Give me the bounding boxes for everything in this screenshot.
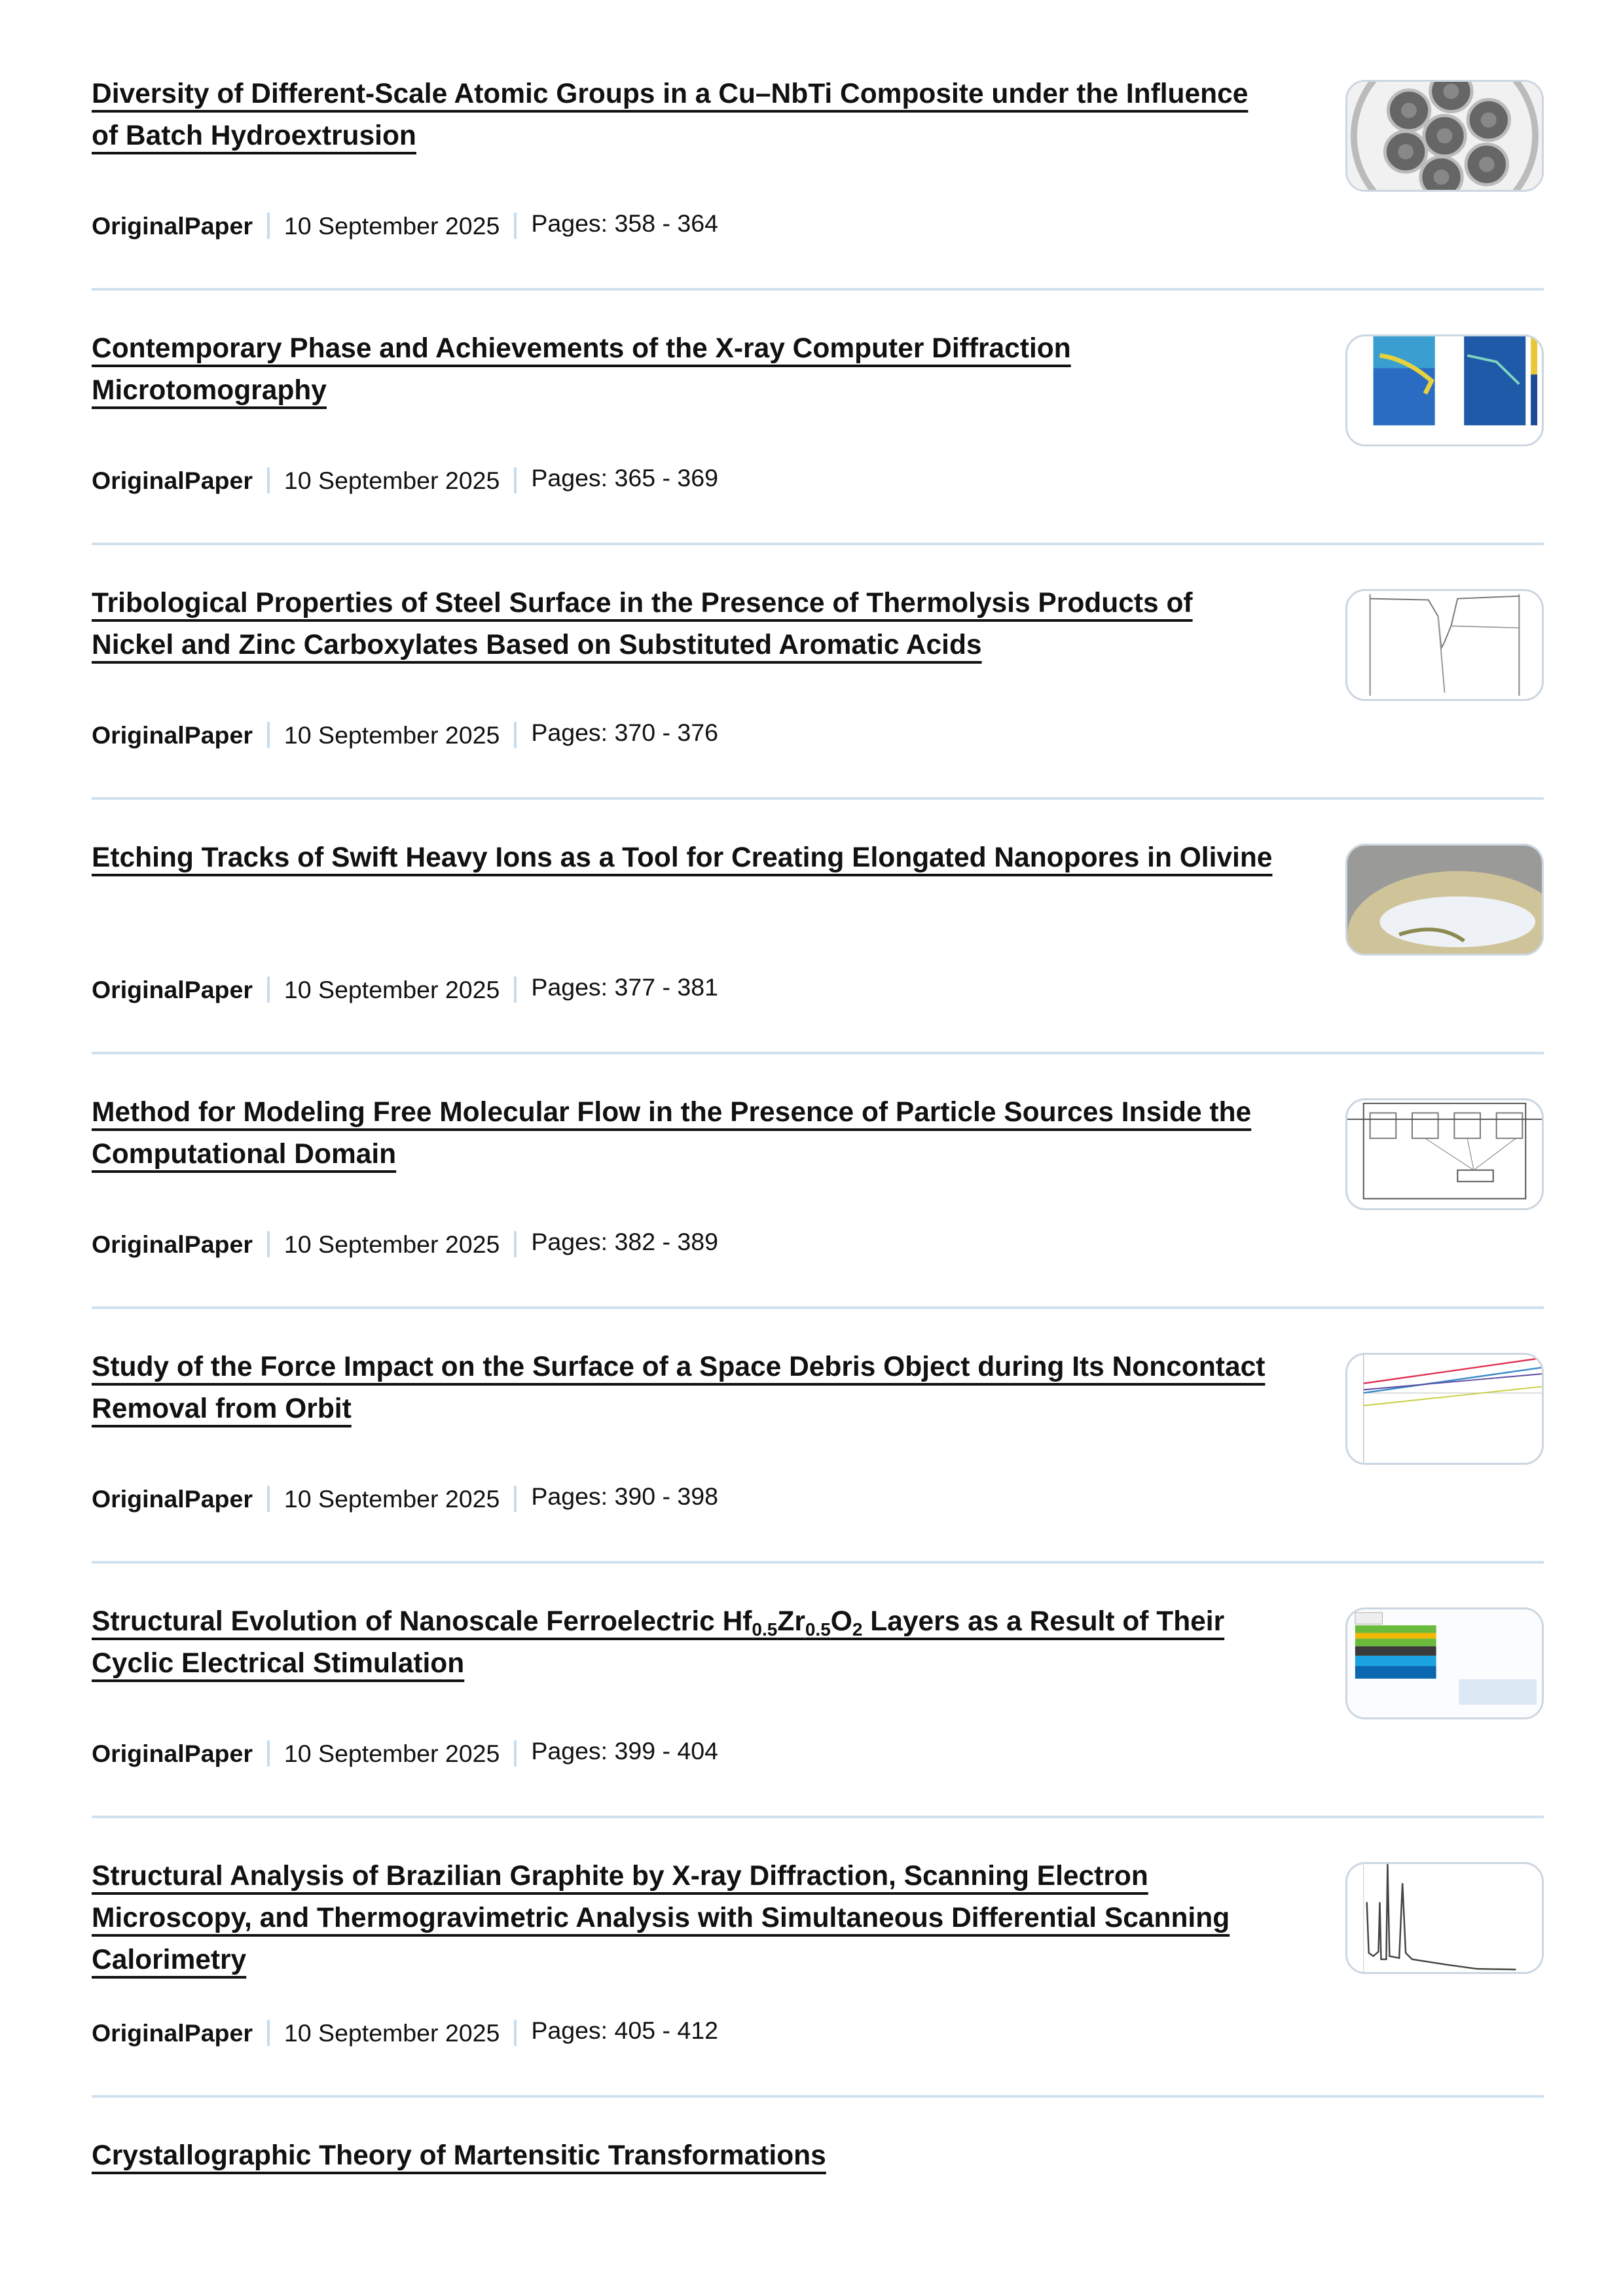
- article-meta: [92, 209, 1336, 242]
- olivine-photo-image: [1347, 846, 1542, 954]
- article-meta: [92, 1228, 1336, 1261]
- title-text: Microtomography: [92, 375, 327, 406]
- published-date: 10 September 2025: [283, 466, 500, 494]
- article-meta: [92, 464, 1336, 497]
- published-date: 10 September 2025: [283, 2018, 500, 2047]
- article-item: [92, 291, 1544, 545]
- title-text: Computational Domain: [92, 1139, 397, 1170]
- article-item: [92, 545, 1544, 800]
- content-type: OriginalPaper: [92, 1739, 253, 1767]
- article-thumbnail[interactable]: [1345, 1607, 1544, 1719]
- article-thumbnail[interactable]: [1345, 334, 1544, 446]
- title-text: Etching Tracks of Swift Heavy Ions as a Tool for Creating Elongated Nanopores in Olivine: [92, 842, 1273, 873]
- article-title-link[interactable]: [92, 1092, 1336, 1175]
- article-body: [92, 837, 1336, 1006]
- title-line: [92, 1856, 1336, 1897]
- article-title: [92, 2135, 1336, 2236]
- page-range: Pages: 399 - 404: [531, 1736, 718, 1765]
- title-line: [92, 115, 1336, 157]
- meta-divider: [267, 1231, 270, 1257]
- meta-divider: [267, 1740, 270, 1767]
- article-title-link[interactable]: [92, 1856, 1336, 1981]
- article-item: [92, 2098, 1544, 2282]
- meta-divider: [267, 977, 270, 1003]
- page-range: Pages: 358 - 364: [531, 209, 718, 237]
- article-title-link[interactable]: [92, 583, 1336, 666]
- content-type: OriginalPaper: [92, 1230, 253, 1258]
- article-body: [92, 328, 1336, 497]
- title-line: [92, 328, 1336, 370]
- meta-divider: [514, 2020, 517, 2046]
- meta-divider: [267, 213, 270, 239]
- article-list: [92, 36, 1544, 2282]
- article-item: [92, 36, 1544, 291]
- article-title: [92, 1601, 1336, 1702]
- article-item: [92, 1054, 1544, 1309]
- title-text: Layers as a Result of Their: [862, 1606, 1225, 1637]
- article-body: [92, 1092, 1336, 1261]
- content-type: OriginalPaper: [92, 975, 253, 1003]
- published-date: 10 September 2025: [283, 1484, 500, 1513]
- meta-divider: [514, 467, 517, 493]
- composite-cross-section-image: [1347, 82, 1542, 190]
- article-title: [92, 1346, 1336, 1447]
- title-text: Structural Analysis of Brazilian Graphite by X-ray Diffraction, Scanning Electron: [92, 1861, 1148, 1892]
- title-line: [92, 583, 1336, 624]
- article-body: [92, 1601, 1336, 1770]
- title-text: Microscopy, and Thermogravimetric Analysis with Simultaneous Differential Scanning: [92, 1903, 1230, 1933]
- published-date: 10 September 2025: [283, 211, 500, 240]
- title-line: [92, 1601, 1336, 1643]
- title-text: Nickel and Zinc Carboxylates Based on Substituted Aromatic Acids: [92, 630, 982, 660]
- title-text: Structural Evolution of Nanoscale Ferroelectric Hf: [92, 1606, 752, 1637]
- content-type: OriginalPaper: [92, 211, 253, 240]
- title-subscript: 0.5: [805, 1619, 831, 1640]
- article-title: [92, 1092, 1336, 1193]
- article-meta: [92, 1737, 1336, 1770]
- page-range: Pages: 405 - 412: [531, 2016, 718, 2044]
- meta-divider: [267, 2020, 270, 2046]
- title-line: [92, 1388, 1336, 1430]
- title-line: [92, 2135, 1336, 2177]
- article-title-link[interactable]: [92, 1346, 1336, 1430]
- title-line: [92, 1134, 1336, 1175]
- title-line: [92, 837, 1336, 879]
- article-meta: [92, 1482, 1336, 1515]
- article-title-link[interactable]: [92, 2135, 1336, 2177]
- article-title-link[interactable]: [92, 1601, 1336, 1685]
- published-date: 10 September 2025: [283, 721, 500, 749]
- article-meta: [92, 973, 1336, 1006]
- published-date: 10 September 2025: [283, 975, 500, 1003]
- title-text: Zr: [777, 1606, 805, 1637]
- article-body: [92, 2135, 1336, 2236]
- title-line: [92, 73, 1336, 115]
- article-meta: [92, 2017, 1336, 2049]
- title-text: O: [830, 1606, 852, 1637]
- meta-divider: [267, 1486, 270, 1512]
- article-thumbnail[interactable]: [1345, 1353, 1544, 1465]
- article-body: [92, 583, 1336, 751]
- article-thumbnail[interactable]: [1345, 80, 1544, 192]
- article-title-link[interactable]: [92, 328, 1336, 412]
- meta-divider: [514, 977, 517, 1003]
- title-text: Method for Modeling Free Molecular Flow in the Presence of Particle Sources Inside the: [92, 1097, 1252, 1128]
- article-body: [92, 1856, 1336, 2049]
- meta-divider: [514, 1231, 517, 1257]
- title-line: [92, 1643, 1336, 1685]
- article-meta: [92, 719, 1336, 751]
- title-line: [92, 1346, 1336, 1388]
- meta-divider: [267, 467, 270, 493]
- article-thumbnail[interactable]: [1345, 844, 1544, 956]
- article-title-link[interactable]: [92, 73, 1336, 157]
- title-text: Diversity of Different-Scale Atomic Groups in a Cu–NbTi Composite under the Influence: [92, 79, 1249, 109]
- article-title: [92, 328, 1336, 429]
- title-line: [92, 1092, 1336, 1134]
- page-range: Pages: 365 - 369: [531, 463, 718, 492]
- published-date: 10 September 2025: [283, 1739, 500, 1767]
- xrd-spectrum-image: [1347, 1864, 1542, 1972]
- title-text: Crystallographic Theory of Martensitic Transformations: [92, 2140, 826, 2171]
- title-line: [92, 624, 1336, 666]
- article-item: [92, 1309, 1544, 1564]
- article-title: [92, 73, 1336, 174]
- title-text: Calorimetry: [92, 1945, 247, 1975]
- article-thumbnail[interactable]: [1345, 1098, 1544, 1210]
- block-diagram-image: [1347, 1100, 1542, 1208]
- meta-divider: [514, 1740, 517, 1767]
- content-type: OriginalPaper: [92, 2018, 253, 2047]
- article-title: [92, 583, 1336, 683]
- meta-divider: [514, 1486, 517, 1512]
- title-text: Tribological Properties of Steel Surface in the Presence of Thermolysis Products of: [92, 588, 1193, 619]
- article-title: [92, 1856, 1336, 1981]
- article-item: [92, 800, 1544, 1054]
- published-date: 10 September 2025: [283, 1230, 500, 1258]
- title-line: [92, 1897, 1336, 1939]
- title-text: of Batch Hydroextrusion: [92, 120, 416, 151]
- content-type: OriginalPaper: [92, 1484, 253, 1513]
- title-text: Contemporary Phase and Achievements of the X-ray Computer Diffraction: [92, 333, 1071, 364]
- article-thumbnail[interactable]: [1345, 1862, 1544, 1974]
- article-item: [92, 1564, 1544, 1818]
- title-text: Study of the Force Impact on the Surface of a Space Debris Object during Its Noncontact: [92, 1352, 1266, 1382]
- article-thumbnail[interactable]: [1345, 589, 1544, 701]
- thermal-analysis-plot-image: [1347, 591, 1542, 699]
- page-range: Pages: 390 - 398: [531, 1482, 718, 1510]
- article-title: [92, 837, 1336, 938]
- page-range: Pages: 377 - 381: [531, 973, 718, 1001]
- layer-stack-image: [1347, 1609, 1542, 1717]
- page-range: Pages: 382 - 389: [531, 1227, 718, 1255]
- article-item: [92, 1818, 1544, 2098]
- page-range: Pages: 370 - 376: [531, 718, 718, 746]
- content-type: OriginalPaper: [92, 466, 253, 494]
- meta-divider: [514, 722, 517, 748]
- content-type: OriginalPaper: [92, 721, 253, 749]
- diffraction-heatmap-image: [1347, 336, 1542, 444]
- meta-divider: [267, 722, 270, 748]
- article-body: [92, 1346, 1336, 1515]
- title-text: Removal from Orbit: [92, 1393, 352, 1424]
- title-text: Cyclic Electrical Stimulation: [92, 1648, 465, 1679]
- meta-divider: [514, 213, 517, 239]
- title-subscript: 2: [852, 1619, 863, 1640]
- article-title-link[interactable]: [92, 837, 1336, 879]
- title-line: [92, 1939, 1336, 1981]
- article-body: [92, 73, 1336, 242]
- line-plot-image: [1347, 1355, 1542, 1463]
- title-line: [92, 370, 1336, 412]
- title-subscript: 0.5: [752, 1619, 778, 1640]
